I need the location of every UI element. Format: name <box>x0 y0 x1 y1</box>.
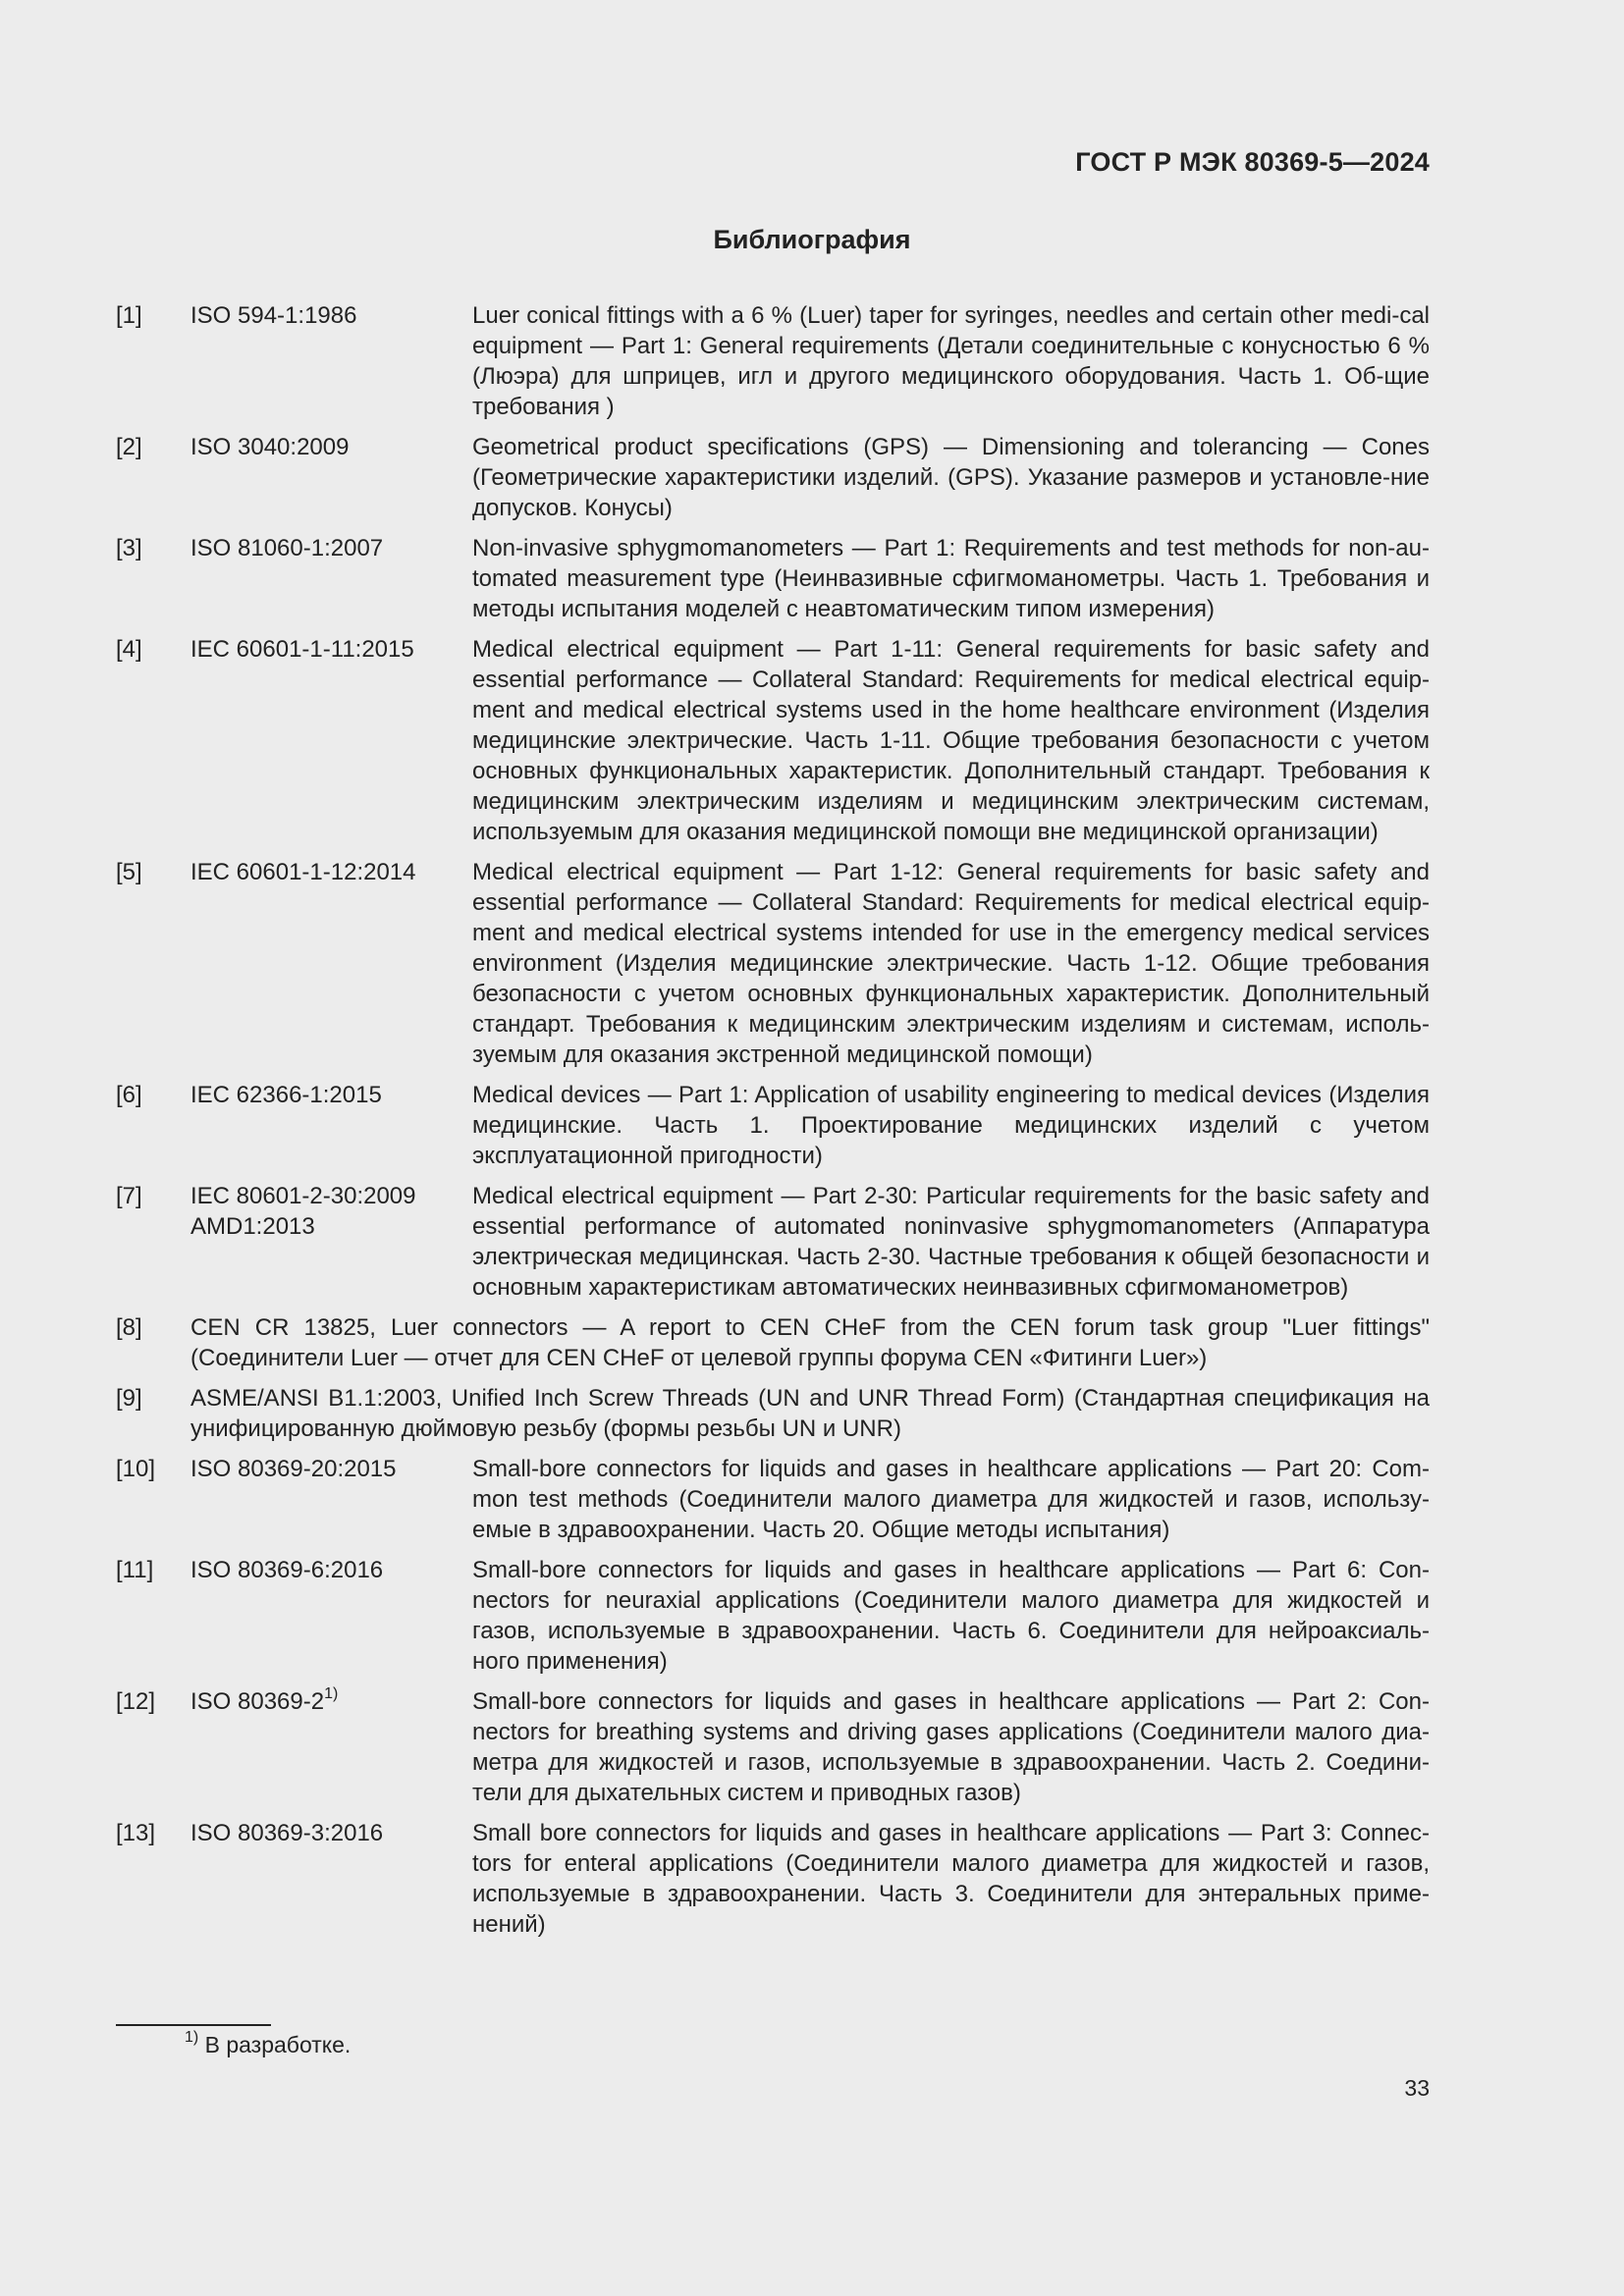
entry-code-amendment: AMD1:2013 <box>190 1213 315 1240</box>
bibliography-list <box>116 300 1430 1949</box>
entry-code <box>190 1555 472 1677</box>
bibliography-entry <box>116 432 1430 523</box>
entry-number: [1] <box>116 302 142 329</box>
entry-code <box>190 1818 472 1940</box>
entry-number: [13] <box>116 1820 156 1846</box>
entry-number: [12] <box>116 1688 156 1715</box>
entry-code <box>190 1080 472 1171</box>
entry-code-text: IEC 60601-1-12:2014 <box>190 859 416 885</box>
entry-number: [11] <box>116 1557 154 1583</box>
entry-code-text: ISO 81060-1:2007 <box>190 535 384 561</box>
entry-number: [4] <box>116 636 142 663</box>
footnote-reference: 1) <box>324 1685 339 1702</box>
entry-number: [3] <box>116 535 142 561</box>
entry-code-text: IEC 80601-2-30:2009 <box>190 1183 416 1209</box>
bibliography-entry <box>116 533 1430 624</box>
footnote-divider <box>116 2024 271 2026</box>
page-number: 33 <box>1404 2075 1430 2101</box>
entry-number: [8] <box>116 1314 142 1341</box>
entry-number: [2] <box>116 434 142 460</box>
entry-description: Medical devices — Part 1: Application of usability engineering to medical devices (Изделия медицинские. Часть 1. Проектирование медицинских изделий с учетом эксплуатационной пригодности) <box>472 1082 1430 1169</box>
bibliography-entry <box>116 1080 1430 1171</box>
bibliography-entry <box>116 634 1430 847</box>
entry-code <box>190 857 472 1070</box>
entry-code <box>190 432 472 523</box>
entry-full-text: ASME/ANSI B1.1:2003, Unified Inch Screw Threads (UN and UNR Thread Form) (Стандартная спецификация на унифицированную дюймовую резьбу (формы резьбы UN и UNR) <box>190 1385 1430 1442</box>
entry-code-text: ISO 80369-3:2016 <box>190 1820 384 1846</box>
bibliography-entry <box>116 1818 1430 1940</box>
entry-number: [6] <box>116 1082 142 1108</box>
entry-description: Small-bore connectors for liquids and gases in healthcare applications — Part 6: Con-nectors for neuraxial applications (Соединители малого диаметра для жидкостей и газов, используемые в здравоохранении. Часть 6. Соединители для нейроаксиаль-ного применения) <box>472 1557 1430 1675</box>
bibliography-entry <box>116 857 1430 1070</box>
document-code-header: ГОСТ Р МЭК 80369-5—2024 <box>1075 147 1430 177</box>
entry-code <box>190 1686 472 1808</box>
entry-code-text: ISO 594-1:1986 <box>190 302 357 329</box>
entry-code <box>190 300 472 422</box>
bibliography-entry <box>116 1383 1430 1444</box>
entry-description: Luer conical fittings with a 6 % (Luer) taper for syringes, needles and certain other medi-cal equipment — Part 1: General requirements (Детали соединительные с конусностью 6 % (Люэра) для шприцев, игл и другого медицинского оборудования. Часть 1. Об-щие требования ) <box>472 302 1430 420</box>
entry-code <box>190 1181 472 1303</box>
entry-code <box>190 533 472 624</box>
entry-description: Small-bore connectors for liquids and gases in healthcare applications — Part 2: Con-nectors for breathing systems and driving gases applications (Соединители малого диа-метра для жидкостей и газов, используемые в здравоохранении. Часть 2. Соедини-тели для дыхательных систем и приводных газов) <box>472 1688 1430 1806</box>
bibliography-entry <box>116 1312 1430 1373</box>
entry-number: [5] <box>116 859 142 885</box>
entry-number: [9] <box>116 1385 142 1412</box>
footnote-marker: 1) <box>185 2029 199 2047</box>
entry-code-text: ISO 3040:2009 <box>190 434 350 460</box>
entry-description: Non-invasive sphygmomanometers — Part 1: Requirements and test methods for non-au-tomated measurement type (Неинвазивные сфигмоманометры. Часть 1. Требования и методы испытания моделей с неавтоматическим типом измерения) <box>472 535 1430 622</box>
entry-description: Geometrical product specifications (GPS) — Dimensioning and tolerancing — Cones (Геометрические характеристики изделий. (GPS). Указание размеров и установле-ние допусков. Конусы) <box>472 434 1430 521</box>
bibliography-entry <box>116 1555 1430 1677</box>
entry-code-text: ISO 80369-20:2015 <box>190 1456 397 1482</box>
entry-description: Small bore connectors for liquids and gases in healthcare applications — Part 3: Connec-tors for enteral applications (Соединители малого диаметра для жидкостей и газов, используемые в здравоохранении. Часть 3. Соединители для энтеральных приме-нений) <box>472 1820 1430 1938</box>
entry-description: Medical electrical equipment — Part 2-30: Particular requirements for the basic safety and essential performance of automated noninvasive sphygmomanometers (Аппаратура электрическая медицинская. Часть 2-30. Частные требования к общей безопасности и основным характеристикам автоматических неинвазивных сфигмоманометров) <box>472 1183 1430 1301</box>
entry-number: [10] <box>116 1456 156 1482</box>
section-title: Библиография <box>713 225 911 254</box>
footnote <box>185 2029 352 2058</box>
entry-number: [7] <box>116 1183 142 1209</box>
entry-code-text: IEC 60601-1-11:2015 <box>190 636 414 663</box>
bibliography-entry <box>116 1454 1430 1545</box>
entry-code <box>190 1454 472 1545</box>
entry-code-text: ISO 80369-2 <box>190 1688 325 1715</box>
bibliography-entry <box>116 1181 1430 1303</box>
entry-code-text: ISO 80369-6:2016 <box>190 1557 384 1583</box>
entry-code-text: IEC 62366-1:2015 <box>190 1082 382 1108</box>
entry-code <box>190 634 472 847</box>
bibliography-entry <box>116 1686 1430 1808</box>
entry-description: Small-bore connectors for liquids and gases in healthcare applications — Part 20: Com-mon test methods (Соединители малого диаметра для жидкостей и газов, использу-емые в здравоохранении. Часть 20. Общие методы испытания) <box>472 1456 1430 1543</box>
footnote-text: В разработке. <box>204 2032 352 2057</box>
entry-description: Medical electrical equipment — Part 1-12: General requirements for basic safety and essential performance — Collateral Standard: Requirements for medical electrical equip-ment and medical electrical systems intended for use in the emergency medical services environment (Изделия медицинские электрические. Часть 1-12. Общие требования безопасности с учетом основных функциональных характеристик. Дополнительный стандарт. Требования к медицинским электрическим изделиям и системам, исполь-зуемым для оказания экстренной медицинской помощи) <box>472 859 1430 1068</box>
entry-full-text: CEN CR 13825, Luer connectors — A report to CEN CHeF from the CEN forum task group "Luer fittings" (Соединители Luer — отчет для CEN CHeF от целевой группы форума CEN «Фитинги Luer») <box>190 1314 1430 1371</box>
entry-description: Medical electrical equipment — Part 1-11: General requirements for basic safety and essential performance — Collateral Standard: Requirements for medical electrical equip-ment and medical electrical systems used in the home healthcare environment (Изделия медицинские электрические. Часть 1-11. Общие требования безопасности с учетом основных функциональных характеристик. Дополнительный стандарт. Требования к медицинским электрическим изделиям и медицинским электрическим системам, используемым для оказания медицинской помощи вне медицинской организации) <box>472 636 1430 845</box>
bibliography-entry <box>116 300 1430 422</box>
